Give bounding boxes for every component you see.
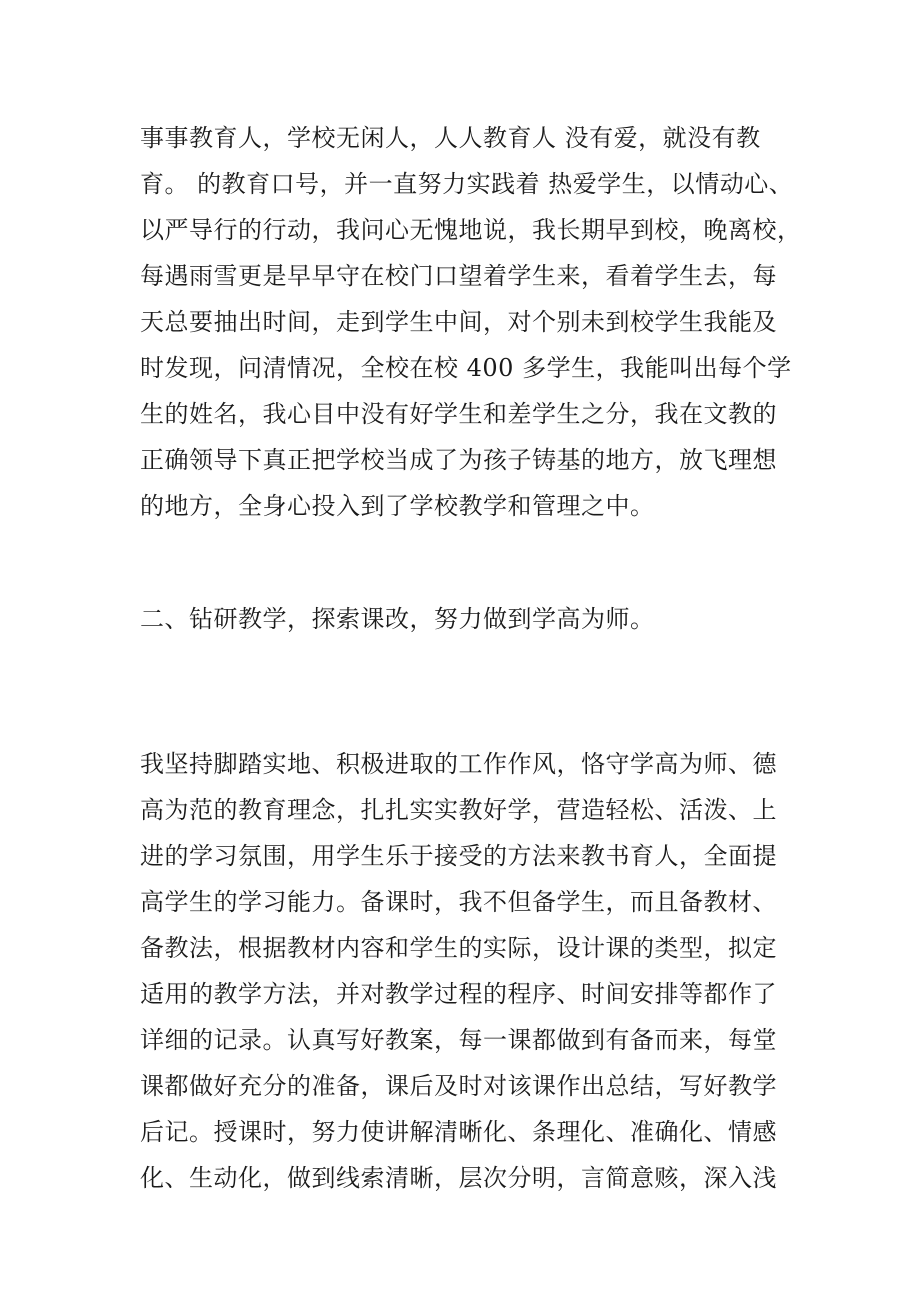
paragraph-1-line: 正确领导下真正把学校当成了为孩子铸基的地方，放飞理想	[140, 446, 777, 474]
paragraph-1-line: 育。 的教育口号，并一直努力实践着 热爱学生，以情动心、	[140, 170, 794, 198]
paragraph-2-line: 备教法，根据教材内容和学生的实际，设计课的类型，拟定	[140, 934, 777, 962]
paragraph-1-line: 以严导行的行动，我问心无愧地说，我长期早到校，晚离校，	[140, 216, 802, 244]
paragraph-1-line: 事事教育人，学校无闲人，人人教育人 没有爱，就没有教	[140, 124, 761, 152]
paragraph-2-line: 后记。授课时，努力使讲解清晰化、条理化、准确化、情感	[140, 1118, 777, 1146]
paragraph-2	[140, 741, 790, 1201]
paragraph-1-line: 时发现，问清情况，全校在校 400 多学生，我能叫出每个学	[140, 354, 792, 382]
paragraph-2-line: 高为范的教育理念，扎扎实实教好学，营造轻松、活泼、上	[140, 796, 777, 824]
paragraph-2-line: 适用的教学方法，并对教学过程的程序、时间安排等都作了	[140, 980, 777, 1008]
paragraph-1-line: 天总要抽出时间，走到学生中间，对个别未到校学生我能及	[140, 308, 777, 336]
section-2-heading	[140, 596, 790, 642]
paragraph-2-line: 进的学习氛围，用学生乐于接受的方法来教书育人，全面提	[140, 842, 777, 870]
paragraph-2-line: 化、生动化，做到线索清晰，层次分明，言简意赅，深入浅	[140, 1164, 777, 1192]
paragraph-2-line: 详细的记录。认真写好教案，每一课都做到有备而来，每堂	[140, 1026, 777, 1054]
paragraph-1-line: 每遇雨雪更是早早守在校门口望着学生来，看着学生去，每	[140, 262, 777, 290]
section-2-heading-text: 二、钻研教学，探索课改，努力做到学高为师。	[140, 605, 655, 633]
paragraph-2-line: 我坚持脚踏实地、积极进取的工作作风，恪守学高为师、德	[140, 750, 777, 778]
paragraph-2-line: 课都做好充分的准备，课后及时对该课作出总结，写好教学	[140, 1072, 777, 1100]
paragraph-1	[140, 115, 802, 529]
paragraph-2-line: 高学生的学习能力。备课时，我不但备学生，而且备教材、	[140, 888, 777, 916]
paragraph-1-line: 的地方，全身心投入到了学校教学和管理之中。	[140, 492, 655, 520]
paragraph-1-line: 生的姓名，我心目中没有好学生和差学生之分，我在文教的	[140, 400, 777, 428]
